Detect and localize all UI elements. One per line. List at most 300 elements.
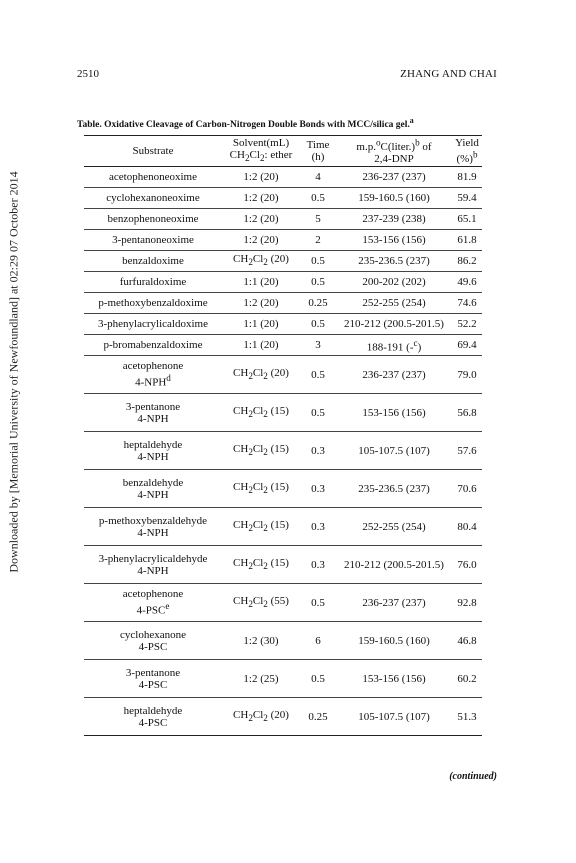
substrate-line1: 3-pentanone [125,666,181,679]
table-row [84,546,482,584]
substrate-line2-text: 4-NPH [137,412,169,425]
yield-value: 76.0 [457,558,477,571]
cell-solvent [222,293,300,314]
cell-time [300,251,336,272]
page-number: 2510 [77,68,99,80]
solvent-volume: (20) [267,708,289,721]
yield-value: 59.4 [457,192,477,204]
substrate-name: acetophenoneoxime [109,171,197,183]
substrate-line2-text: 4-NPH [135,376,167,389]
cell-solvent [222,356,300,394]
substrate-line1: benzaldehyde [122,476,184,489]
substrate-line2-text: 4-PSC [138,716,168,729]
table-caption-text: Table. Oxidative Cleavage of Carbon-Nitrogen Double Bonds with MCC/silica gel. [77,120,410,131]
time-value: 0.5 [311,368,325,381]
substrate-name: 3-pentanoneoxime [112,234,194,246]
solvent-sub-a: 2 [248,713,253,724]
mp-value: 252-255 (254) [362,520,426,533]
solvent-cl: Cl [252,366,264,379]
solvent-cl: Cl [252,480,264,493]
solvent-sub-b: 2 [263,485,268,496]
cell-time [300,188,336,209]
yield-value: 70.6 [457,482,477,495]
table-row [84,660,482,698]
substrate-line1: cyclohexanone [120,628,186,641]
header-time-line2: (h) [311,151,325,163]
table-row [84,293,482,314]
substrate-line2 [87,413,219,425]
solvent-sub-a: 2 [248,409,253,420]
header-yield-footnote-mark: b [472,149,478,160]
solvent-ch: CH [233,404,249,417]
cell-substrate [84,209,222,230]
mp-value: 236-237 (237) [362,368,426,381]
time-value: 0.3 [311,520,325,533]
substrate-name: cyclohexanoneoxime [106,192,200,204]
yield-value: 49.6 [457,276,477,288]
cell-yield [452,508,482,546]
yield-value: 65.1 [457,213,477,225]
solvent-volume: (15) [267,556,289,569]
cell-time [300,432,336,470]
header-yield-percent: (%) [456,153,473,166]
cell-time [300,209,336,230]
cell-substrate [84,508,222,546]
cell-time [300,293,336,314]
table-caption [77,116,507,130]
time-value: 0.5 [311,596,325,609]
header-melting-point [336,136,452,167]
cell-melting-point [336,432,452,470]
mp-value: 210-212 (200.5-201.5) [344,318,444,330]
substrate-line2 [87,489,219,501]
substrate-line2-text: 4-PSC [138,640,168,653]
mp-value: 153-156 (156) [362,672,426,685]
header-substrate: Substrate [84,136,222,167]
yield-value: 86.2 [457,255,477,267]
solvent-ratio: 1:2 (25) [243,672,279,685]
cell-time [300,546,336,584]
substrate-line1: p-methoxybenzaldehyde [98,514,208,527]
cell-yield [452,314,482,335]
table-row [84,167,482,188]
cell-yield [452,432,482,470]
solvent-volume: (15) [267,404,289,417]
substrate-line1: 3-pentanone [125,400,181,413]
solvent-ratio: 1:2 (20) [243,171,279,183]
mp-value: 237-239 (238) [362,213,426,225]
cell-substrate [84,546,222,584]
cell-substrate [84,622,222,660]
header-solvent-sub-b: 2 [259,153,265,164]
cell-solvent [222,546,300,584]
solvent-ratio: 1:2 (30) [243,634,279,647]
cell-melting-point [336,698,452,736]
running-head: ZHANG AND CHAI [400,68,497,80]
cell-time [300,470,336,508]
substrate-line2-text: 4-NPH [137,564,169,577]
substrate-line2 [87,641,219,653]
cell-melting-point [336,622,452,660]
solvent-sub-b: 2 [263,713,268,724]
table-row [84,335,482,356]
yield-value: 81.9 [457,171,477,183]
cell-time [300,356,336,394]
time-value: 0.25 [308,710,328,723]
mp-value: 252-255 (254) [362,297,426,309]
cell-yield [452,470,482,508]
cell-melting-point [336,546,452,584]
yield-value: 74.6 [457,297,477,309]
cell-melting-point [336,584,452,622]
substrate-line2 [87,527,219,539]
cell-solvent [222,230,300,251]
header-solvent-line2 [229,149,293,164]
mp-value: 235-236.5 (237) [358,482,430,495]
substrate-line1: acetophenone [122,360,184,373]
table-row [84,188,482,209]
substrate-name: p-methoxybenzaldoxime [98,297,208,309]
time-value: 0.25 [308,297,328,309]
solvent-ch: CH [233,708,249,721]
cell-solvent [222,314,300,335]
time-value: 3 [315,339,321,351]
cell-yield [452,622,482,660]
cell-solvent [222,508,300,546]
cell-solvent [222,251,300,272]
cell-melting-point [336,272,452,293]
yield-value: 51.3 [457,710,477,723]
solvent-ratio: 1:1 (20) [243,318,279,330]
mp-value: 153-156 (156) [362,234,426,246]
cell-solvent [222,584,300,622]
table-caption-footnote-mark: a [409,116,414,125]
cell-substrate [84,335,222,356]
header-time-line1: Time [306,139,330,151]
solvent-ch: CH [233,594,249,607]
time-value: 0.5 [311,255,325,267]
cell-yield [452,546,482,584]
table-row [84,432,482,470]
cell-time [300,622,336,660]
header-solvent-ch: CH [229,149,245,162]
cell-time [300,314,336,335]
yield-value: 60.2 [457,672,477,685]
solvent-sub-a: 2 [248,447,253,458]
mp-value: 210-212 (200.5-201.5) [344,558,444,571]
yield-value: 46.8 [457,634,477,647]
cell-yield [452,251,482,272]
header-solvent-sub-a: 2 [244,153,250,164]
solvent-ch: CH [233,518,249,531]
header-mp-degree: o [375,137,381,148]
table-header-row [84,136,482,167]
cell-melting-point [336,167,452,188]
cell-melting-point [336,293,452,314]
solvent-sub-b: 2 [263,257,268,268]
cell-melting-point [336,230,452,251]
time-value: 0.5 [311,192,325,204]
solvent-volume: (15) [267,442,289,455]
substrate-line2-text: 4-PSC [138,678,168,691]
mp-value: 236-237 (237) [362,596,426,609]
cell-time [300,584,336,622]
solvent-volume: (20) [267,366,289,379]
cell-melting-point [336,508,452,546]
cell-yield [452,272,482,293]
time-value: 0.5 [311,672,325,685]
cell-substrate [84,167,222,188]
yield-value: 79.0 [457,368,477,381]
download-watermark [7,92,21,652]
cell-substrate [84,394,222,432]
table-row [84,314,482,335]
cell-substrate [84,188,222,209]
cell-substrate [84,230,222,251]
cell-solvent [222,335,300,356]
table-row [84,356,482,394]
solvent-sub-a: 2 [248,561,253,572]
solvent-ch: CH [233,366,249,379]
download-watermark-text: Downloaded by [Memorial University of Newfoundland] at 02:29 07 October 2014 [6,171,21,573]
substrate-line1: acetophenone [122,588,184,601]
cell-melting-point [336,188,452,209]
solvent-cl: Cl [252,253,264,266]
solvent-ratio: 1:2 (20) [243,192,279,204]
cell-yield [452,660,482,698]
substrate-line2 [87,565,219,577]
header-yield [452,136,482,167]
results-table [84,135,482,736]
substrate-line1: heptaldehyde [123,438,183,451]
cell-yield [452,584,482,622]
cell-melting-point [336,209,452,230]
cell-yield [452,394,482,432]
header-mp-footnote-mark: b [415,137,420,148]
substrate-line1: 3-phenylacrylicaldehyde [98,552,208,565]
cell-yield [452,209,482,230]
solvent-ch: CH [233,556,249,569]
cell-time [300,230,336,251]
cell-substrate [84,698,222,736]
table-row [84,508,482,546]
cell-yield [452,335,482,356]
cell-melting-point [336,356,452,394]
time-value: 4 [315,171,321,183]
time-value: 0.5 [311,406,325,419]
substrate-line2 [87,600,219,617]
cell-melting-point [336,314,452,335]
solvent-sub-b: 2 [263,447,268,458]
cell-yield [452,698,482,736]
table-row [84,251,482,272]
substrate-line2 [87,372,219,389]
yield-value: 92.8 [457,596,477,609]
solvent-sub-b: 2 [263,409,268,420]
mp-value: 153-156 (156) [362,406,426,419]
cell-yield [452,293,482,314]
yield-value: 69.4 [457,339,477,351]
solvent-sub-a: 2 [248,257,253,268]
solvent-cl: Cl [252,442,264,455]
cell-substrate [84,293,222,314]
solvent-sub-b: 2 [263,371,268,382]
solvent-sub-b: 2 [263,599,268,610]
cell-time [300,272,336,293]
solvent-volume: (20) [267,253,289,266]
solvent-sub-a: 2 [248,485,253,496]
cell-time [300,335,336,356]
cell-substrate [84,470,222,508]
substrate-line2-text: 4-NPH [137,526,169,539]
cell-melting-point [336,660,452,698]
time-value: 0.3 [311,558,325,571]
cell-melting-point [336,335,452,356]
solvent-sub-a: 2 [248,523,253,534]
solvent-ratio: 1:2 (20) [243,213,279,225]
yield-value: 52.2 [457,318,477,330]
mp-value: 159-160.5 (160) [358,192,430,204]
header-mp-of: of [419,141,432,154]
cell-solvent [222,698,300,736]
header-time [300,136,336,167]
solvent-volume: (15) [267,480,289,493]
header-mp-liter: C(liter.) [380,141,416,154]
substrate-line1: heptaldehyde [123,704,183,717]
solvent-cl: Cl [252,594,264,607]
table-row [84,470,482,508]
solvent-volume: (55) [267,594,289,607]
solvent-ratio: 1:1 (20) [243,339,279,351]
solvent-cl: Cl [252,518,264,531]
cell-substrate [84,432,222,470]
substrate-name: benzaldoxime [122,255,184,267]
solvent-ratio: 1:2 (20) [243,234,279,246]
substrate-footnote-mark: e [165,601,170,612]
header-mp-label: m.p. [356,141,376,154]
solvent-sub-a: 2 [248,371,253,382]
yield-value: 57.6 [457,444,477,457]
substrate-line2 [87,451,219,463]
table-row [84,698,482,736]
cell-solvent [222,622,300,660]
solvent-ratio: 1:2 (20) [243,297,279,309]
cell-time [300,167,336,188]
header-solvent-ether: : ether [264,149,293,162]
substrate-line2 [87,679,219,691]
header-yield-line2 [456,149,478,166]
substrate-line2-text: 4-PSC [136,604,166,617]
substrate-line2-text: 4-NPH [137,488,169,501]
header-solvent-line1: Solvent(mL) [232,137,290,150]
solvent-cl: Cl [252,404,264,417]
header-mp-line2: 2,4-DNP [374,153,414,166]
solvent-ch: CH [233,253,249,266]
mp-value: 159-160.5 (160) [358,634,430,647]
table-body [84,167,482,736]
cell-melting-point [336,470,452,508]
time-value: 5 [315,213,321,225]
cell-solvent [222,209,300,230]
cell-solvent [222,394,300,432]
header-solvent [222,136,300,167]
table-row [84,272,482,293]
header-mp-line1 [356,137,432,154]
mp-value: 236-237 (237) [362,171,426,183]
mp-value: 235-236.5 (237) [358,255,430,267]
cell-yield [452,230,482,251]
cell-solvent [222,272,300,293]
time-value: 0.3 [311,444,325,457]
time-value: 0.5 [311,276,325,288]
cell-substrate [84,356,222,394]
substrate-name: furfuraldoxime [119,276,187,288]
cell-substrate [84,584,222,622]
table-row [84,209,482,230]
solvent-cl: Cl [252,708,264,721]
yield-value: 80.4 [457,520,477,533]
cell-solvent [222,470,300,508]
time-value: 2 [315,234,321,246]
mp-range: 188-191 (- [366,341,414,354]
cell-solvent [222,432,300,470]
substrate-name: 3-phenylacrylicaldoxime [98,318,208,330]
mp-value: 105-107.5 (107) [358,444,430,457]
table-row [84,394,482,432]
yield-value: 56.8 [457,406,477,419]
time-value: 0.5 [311,318,325,330]
substrate-line2-text: 4-NPH [137,450,169,463]
solvent-sub-b: 2 [263,561,268,572]
solvent-ch: CH [233,480,249,493]
mp-value: 200-202 (202) [362,276,426,288]
cell-time [300,660,336,698]
time-value: 6 [315,634,321,647]
header-solvent-cl: Cl [249,149,260,162]
cell-substrate [84,660,222,698]
cell-solvent [222,660,300,698]
yield-value: 61.8 [457,234,477,246]
cell-substrate [84,251,222,272]
continued-note: (continued) [449,771,497,782]
header-yield-line1: Yield [455,136,479,149]
cell-melting-point [336,394,452,432]
solvent-volume: (15) [267,518,289,531]
cell-yield [452,356,482,394]
substrate-line2 [87,717,219,729]
cell-time [300,394,336,432]
table-row [84,584,482,622]
substrate-footnote-mark: d [166,373,171,384]
mp-close: ) [417,341,422,354]
mp-footnote-mark: c [413,337,418,348]
solvent-sub-a: 2 [248,599,253,610]
cell-substrate [84,314,222,335]
time-value: 0.3 [311,482,325,495]
cell-melting-point [336,251,452,272]
cell-yield [452,167,482,188]
cell-substrate [84,272,222,293]
solvent-ch: CH [233,442,249,455]
substrate-name: p-bromabenzaldoxime [103,339,203,351]
solvent-cl: Cl [252,556,264,569]
cell-solvent [222,188,300,209]
solvent-ratio: 1:1 (20) [243,276,279,288]
cell-yield [452,188,482,209]
cell-time [300,508,336,546]
mp-value: 105-107.5 (107) [358,710,430,723]
table-row [84,230,482,251]
